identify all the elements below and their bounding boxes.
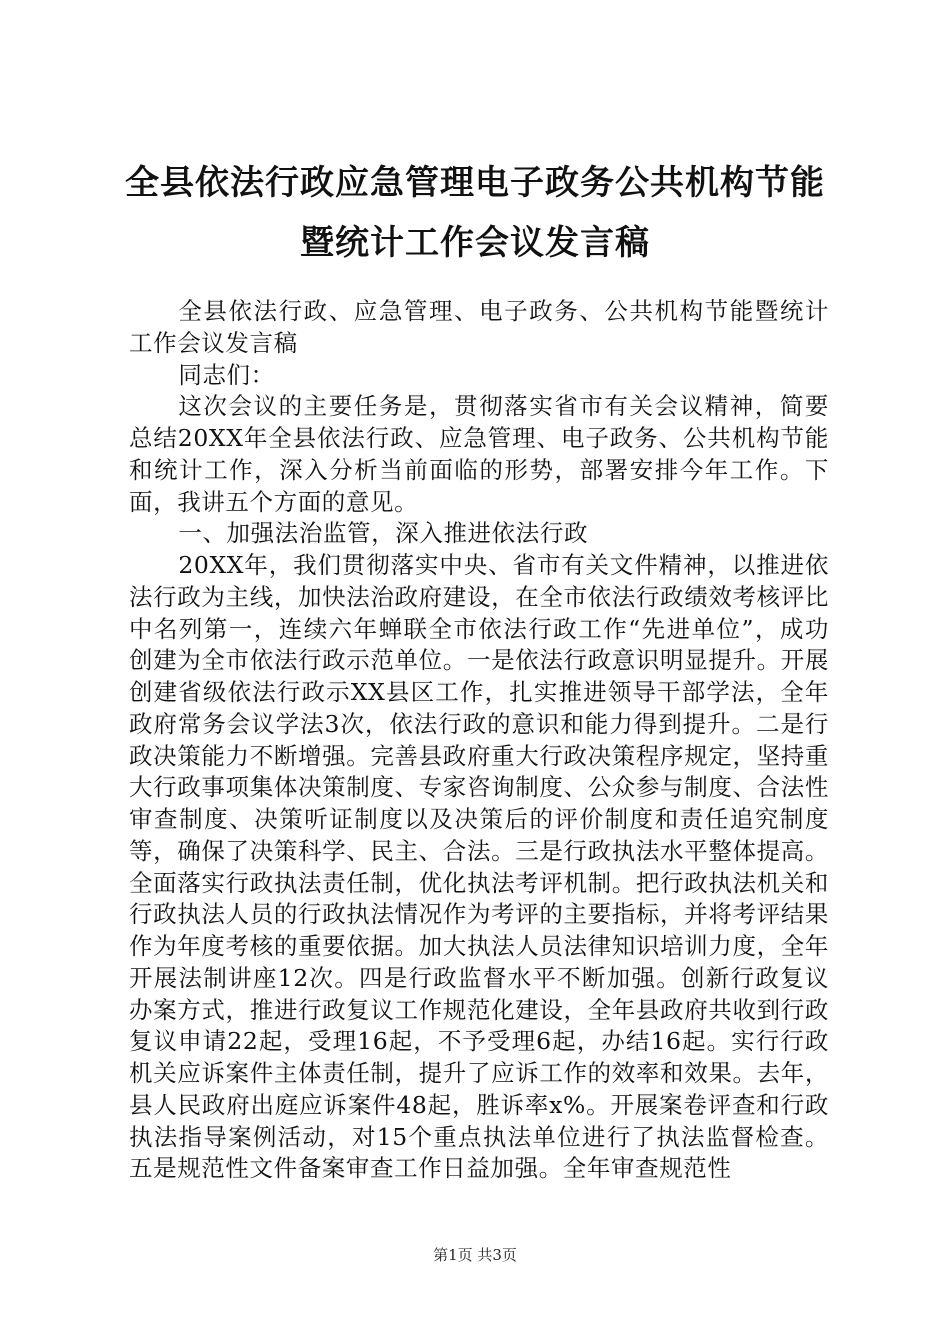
section-heading: 一、加强法治监管，深入推进依法行政	[178, 519, 589, 548]
subtitle-paragraph: 全县依法行政、应急管理、电子政务、公共机构节能暨统计工作会议发言稿	[129, 297, 829, 357]
document-title-line-2: 暨统计工作会议发言稿	[300, 223, 650, 263]
document-title-line-1: 全县依法行政应急管理电子政务公共机构节能	[125, 163, 825, 203]
intro-paragraph: 这次会议的主要任务是，贯彻落实省市有关会议精神，简要总结20XX年全县依法行政、应急管理、电子政务、公共机构节能和统计工作，深入分析当前面临的形势，部署安排今年工作。下面，我讲五个方面的意见。	[129, 392, 829, 516]
body-paragraph: 20XX年，我们贯彻落实中央、省市有关文件精神，以推进依法行政为主线，加快法治政府建设，在全市依法行政绩效考核评比中名列第一，连续六年蝉联全市依法行政工作“先进单位”，成功创建为全市依法行政示范单位。一是依法行政意识明显提升。开展创建省级依法行政示XX县区工作，扎实推进领导干部学法，全年政府常务会议学法3次，依法行政的意识和能力得到提升。二是行政决策能力不断增强。完善县政府重大行政决策程序规定，坚持重大行政事项集体决策制度、专家咨询制度、公众参与制度、合法性审查制度、决策听证制度以及决策后的评价制度和责任追究制度等，确保了决策科学、民主、合法。三是行政执法水平整体提高。全面落实行政执法责任制，优化执法考评机制。把行政执法机关和行政执法人员的行政执法情况作为考评的主要指标，并将考评结果作为年度考核的重要依据。加大执法人员法律知识培训力度，全年开展法制讲座12次。四是行政监督水平不断加强。创新行政复议办案方式，推进行政复议工作规范化建设，全年县政府共收到行政复议申请22起，受理16起，不予受理6起，办结16起。实行行政机关应诉案件主体责任制，提升了应诉工作的效率和效果。去年，县人民政府出庭应诉案件48起，胜诉率x%。开展案卷评查和行政执法指导案例活动，对15个重点执法单位进行了执法监督检查。五是规范性文件备案审查工作日益加强。全年审查规范性	[129, 551, 829, 1183]
salutation-paragraph: 同志们：	[178, 360, 275, 389]
document-body	[129, 296, 829, 1185]
page-footer: 第1页 共3页	[433, 1246, 517, 1264]
